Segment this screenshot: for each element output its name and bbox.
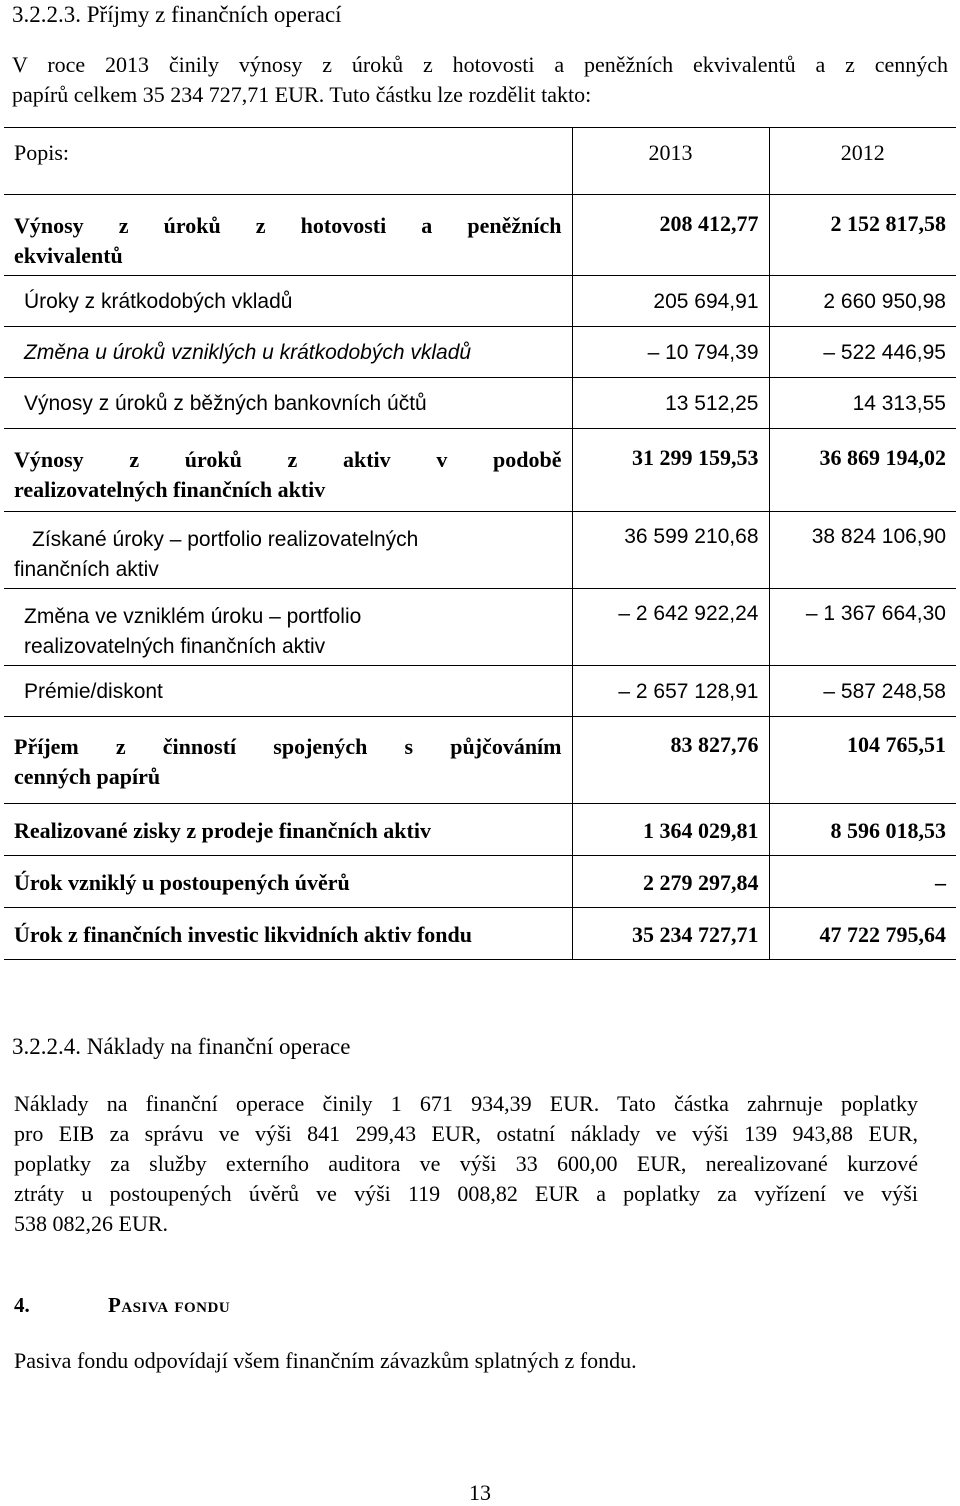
row-label: Prémie/diskont [4, 666, 572, 717]
row-value-2012: 36 869 194,02 [769, 429, 956, 512]
row-value-2013: 1 364 029,81 [572, 804, 769, 856]
costs-line-1: Náklady na finanční operace činily 1 671 934,39 EUR. Tato částka zahrnuje poplatky [14, 1091, 918, 1116]
row-value-2012: 104 765,51 [769, 717, 956, 804]
intro-line-2: papírů celkem 35 234 727,71 EUR. Tuto částku lze rozdělit takto: [12, 82, 592, 107]
row-label: Realizované zisky z prodeje finančních aktiv [4, 804, 572, 856]
table-row-total [4, 908, 956, 960]
row-label: Změna ve vzniklém úroku – portfolio realizovatelných finančních aktiv [4, 589, 572, 666]
row-value-2013: 2 279 297,84 [572, 856, 769, 908]
costs-line-4: ztráty u postoupených úvěrů ve výši 119 008,82 EUR a poplatky za vyřízení ve výši [14, 1181, 918, 1206]
row-label: Úrok vzniklý u postoupených úvěrů [4, 856, 572, 908]
header-year-2012: 2012 [769, 128, 956, 195]
row-value-2012: 38 824 106,90 [769, 512, 956, 589]
row-value-2013: – 2 642 922,24 [572, 589, 769, 666]
section-4-title: Pasiva fondu [108, 1293, 231, 1317]
row-value-2013: 205 694,91 [572, 276, 769, 327]
pasiva-text: Pasiva fondu odpovídají všem finančním závazkům splatných z fondu. [14, 1348, 637, 1373]
row-label: Získané úroky – portfolio realizovatelných finančních aktiv [4, 512, 572, 589]
row-value-2013: 208 412,77 [572, 195, 769, 276]
intro-paragraph [12, 50, 948, 110]
table-row [4, 804, 956, 856]
row-label: Úroky z krátkodobých vkladů [4, 276, 572, 327]
row-value-2012: 8 596 018,53 [769, 804, 956, 856]
row-label: Výnosy z úroků z hotovosti a peněžních ekvivalentů [4, 195, 572, 276]
row-value-2012: 2 152 817,58 [769, 195, 956, 276]
row-value-2012: – 522 446,95 [769, 327, 956, 378]
row-value-2012: 2 660 950,98 [769, 276, 956, 327]
row-label: Výnosy z úroků z běžných bankovních účtů [4, 378, 572, 429]
table-row [4, 717, 956, 804]
row-label: Příjem z činností spojených s půjčováním cenných papírů [4, 717, 572, 804]
row-value-2013: 31 299 159,53 [572, 429, 769, 512]
table-row [4, 195, 956, 276]
header-label: Popis: [4, 128, 572, 195]
row-value-2013: – 10 794,39 [572, 327, 769, 378]
section-heading-2: 3.2.2.4. Náklady na finanční operace [12, 1034, 351, 1059]
row-label: Změna u úroků vzniklých u krátkodobých vkladů [4, 327, 572, 378]
row-label: Úrok z finančních investic likvidních aktiv fondu [4, 908, 572, 960]
costs-line-2: pro EIB za správu ve výši 841 299,43 EUR, ostatní náklady ve výši 139 943,88 EUR, [14, 1121, 918, 1146]
costs-paragraph [14, 1089, 918, 1239]
row-value-2013: 83 827,76 [572, 717, 769, 804]
table-row [4, 512, 956, 589]
row-value-2013: – 2 657 128,91 [572, 666, 769, 717]
row-value-2012: 47 722 795,64 [769, 908, 956, 960]
row-value-2012: – 587 248,58 [769, 666, 956, 717]
row-value-2012: – 1 367 664,30 [769, 589, 956, 666]
table-row [4, 327, 956, 378]
table-row [4, 276, 956, 327]
table-header-row [4, 128, 956, 195]
section-4-number: 4. [14, 1293, 30, 1317]
section-heading: 3.2.2.3. Příjmy z finančních operací [12, 2, 342, 27]
row-label: Výnosy z úroků z aktiv v podobě realizovatelných finančních aktiv [4, 429, 572, 512]
table-row [4, 589, 956, 666]
page-number: 13 [469, 1480, 491, 1505]
costs-line-3: poplatky za služby externího auditora ve výši 33 600,00 EUR, nerealizované kurzové [14, 1151, 918, 1176]
row-value-2013: 35 234 727,71 [572, 908, 769, 960]
table-row [4, 378, 956, 429]
costs-line-5: 538 082,26 EUR. [14, 1211, 168, 1236]
income-table [4, 127, 956, 960]
row-value-2013: 13 512,25 [572, 378, 769, 429]
table-row [4, 429, 956, 512]
table-row [4, 666, 956, 717]
row-value-2013: 36 599 210,68 [572, 512, 769, 589]
header-year-2013: 2013 [572, 128, 769, 195]
row-value-2012: – [769, 856, 956, 908]
row-value-2012: 14 313,55 [769, 378, 956, 429]
intro-line-1: V roce 2013 činily výnosy z úroků z hotovosti a peněžních ekvivalentů a z cenných [12, 52, 948, 77]
table-row [4, 856, 956, 908]
